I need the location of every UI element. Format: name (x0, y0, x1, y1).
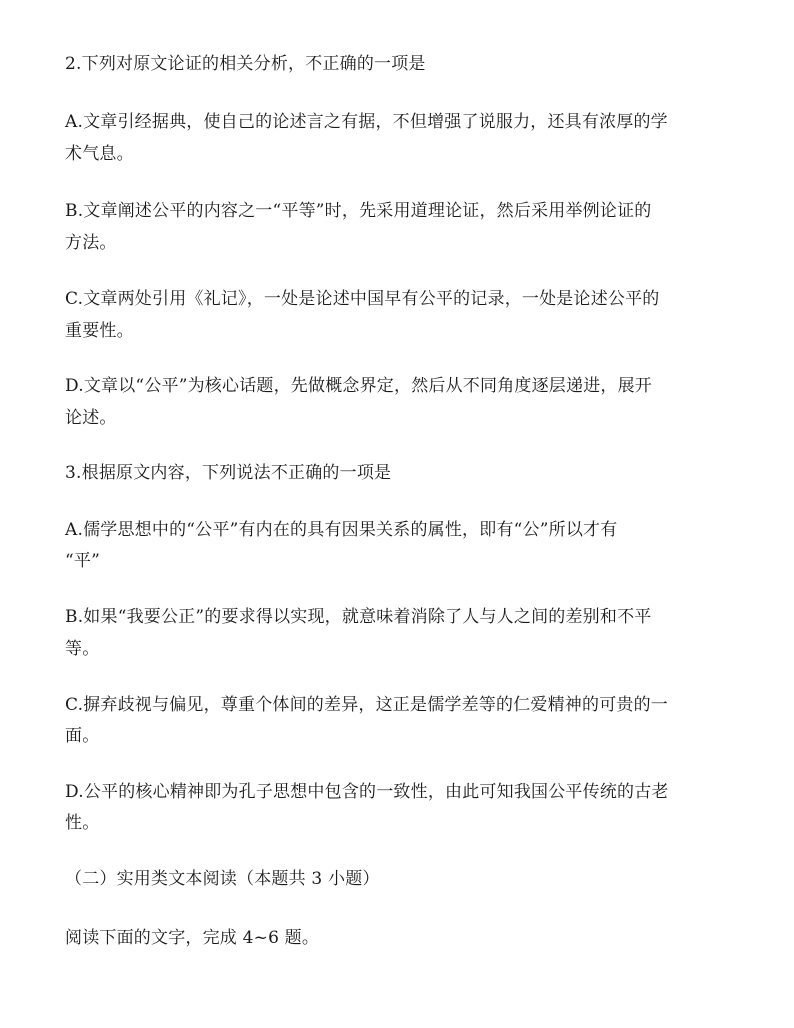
question-2-stem: 2.下列对原文论证的相关分析，不正确的一项是 (65, 54, 426, 74)
question-3-stem: 3.根据原文内容，下列说法不正确的一项是 (65, 463, 392, 483)
question-2-option-d-line-1: D.文章以“公平”为核心话题，先做概念界定，然后从不同角度逐层递进，展开 (65, 376, 653, 396)
question-3-option-b-line-2: 等。 (65, 639, 100, 659)
question-3-option-d-line-2: 性。 (65, 813, 100, 833)
section-2-instruction: 阅读下面的文字，完成 4~6 题。 (65, 928, 320, 948)
question-3-option-c-line-2: 面。 (65, 726, 100, 746)
question-2-option-b-line-2: 方法。 (65, 233, 117, 253)
question-2-option-d-line-2: 论述。 (65, 408, 117, 428)
question-3-option-d-line-1: D.公平的核心精神即为孔子思想中包含的一致性，由此可知我国公平传统的古老 (65, 782, 669, 802)
section-2-heading: （二）实用类文本阅读（本题共 3 小题） (65, 869, 380, 889)
question-3-option-c-line-1: C.摒弃歧视与偏见，尊重个体间的差异，这正是儒学差等的仁爱精神的可贵的一 (65, 695, 669, 715)
question-2-option-c-line-2: 重要性。 (65, 321, 134, 341)
question-3-option-a-line-2: “平” (65, 551, 100, 571)
question-2-option-a-line-2: 术气息。 (65, 144, 134, 164)
question-2-option-b-line-1: B.文章阐述公平的内容之一“平等”时，先采用道理论证，然后采用举例论证的 (65, 201, 652, 221)
question-2-option-c-line-1: C.文章两处引用《礼记》，一处是论述中国早有公平的记录，一处是论述公平的 (65, 289, 660, 309)
question-2-option-a-line-1: A.文章引经据典，使自己的论述言之有据，不但增强了说服力，还具有浓厚的学 (65, 112, 668, 132)
question-3-option-b-line-1: B.如果“我要公正”的要求得以实现，就意味着消除了人与人之间的差别和不平 (65, 607, 652, 627)
question-3-option-a-line-1: A.儒学思想中的“公平”有内在的具有因果关系的属性，即有“公”所以才有 (65, 520, 618, 540)
